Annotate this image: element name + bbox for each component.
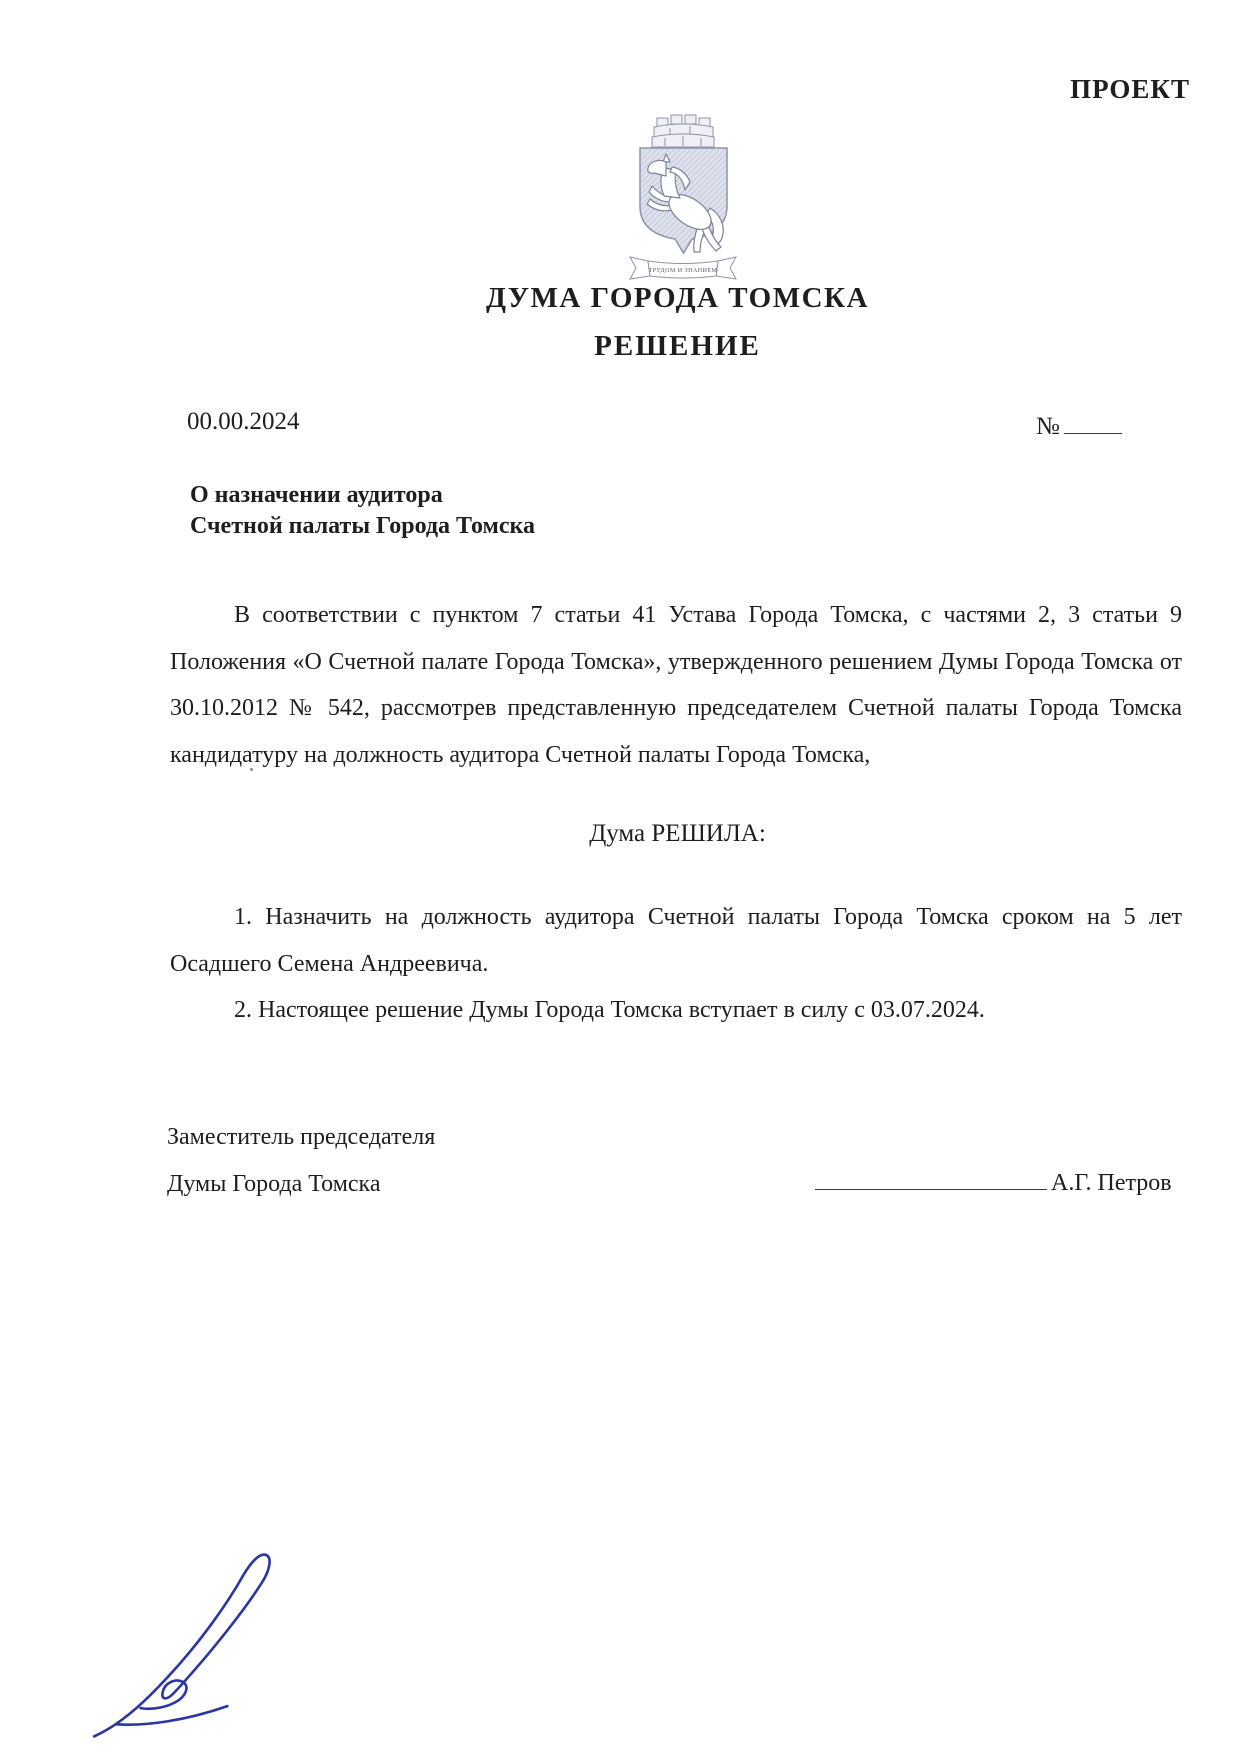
number-sign: №: [1036, 413, 1060, 440]
date-number-row: [0, 408, 1240, 448]
subject-heading: [190, 480, 535, 542]
stray-scan-mark: [250, 768, 253, 771]
signature-area: [815, 1160, 1172, 1207]
subject-line-2: Счетной палаты Города Томска: [190, 513, 535, 539]
resolution-item-1: 1. Назначить на должность аудитора Счетной палаты Города Томска сроком на 5 лет Осадшего Семена Андреевича.: [170, 904, 1182, 977]
document-date: 00.00.2024: [187, 408, 300, 435]
resolution-item-2: 2. Настоящее решение Думы Города Томска вступает в силу с 03.07.2024.: [234, 997, 985, 1023]
draft-stamp: ПРОЕКТ: [1070, 74, 1190, 104]
signer-name: А.Г. Петров: [1051, 1170, 1172, 1196]
motto-ribbon-icon: [630, 257, 736, 279]
signature-blank-line: [815, 1161, 1047, 1190]
tomsk-coat-of-arms-icon: [600, 110, 766, 284]
resolution-heading: Дума РЕШИЛА:: [589, 820, 766, 847]
signature-block: [167, 1114, 1182, 1207]
handwritten-signature: [76, 1526, 308, 1744]
resolution-items: [170, 894, 1182, 1034]
motto-text: ТРУДОМ И ЗНАНИЕМ: [648, 268, 718, 274]
signer-position-line-2: Думы Города Томска: [167, 1170, 381, 1197]
number-blank-line: [1064, 408, 1122, 434]
preamble-paragraph: В соответствии с пунктом 7 статьи 41 Устава Города Томска, с частями 2, 3 статьи 9 Положения «О Счетной палате Города Томска», утвержденного решением Думы Города Томска от 30.10.2012 № 542, рассмотрев представленную председателем Счетной палаты Города Томска кандидатуру на должность аудитора Счетной палаты Города Томска,: [170, 602, 1182, 768]
document-type-title: РЕШЕНИЕ: [594, 330, 761, 362]
document-number: [1036, 408, 1122, 441]
organization-title: ДУМА ГОРОДА ТОМСКА: [485, 282, 870, 314]
subject-line-1: О назначении аудитора: [190, 482, 443, 508]
mural-crown-icon: [652, 115, 714, 147]
signer-position-line-1: Заместитель председателя: [167, 1124, 436, 1150]
